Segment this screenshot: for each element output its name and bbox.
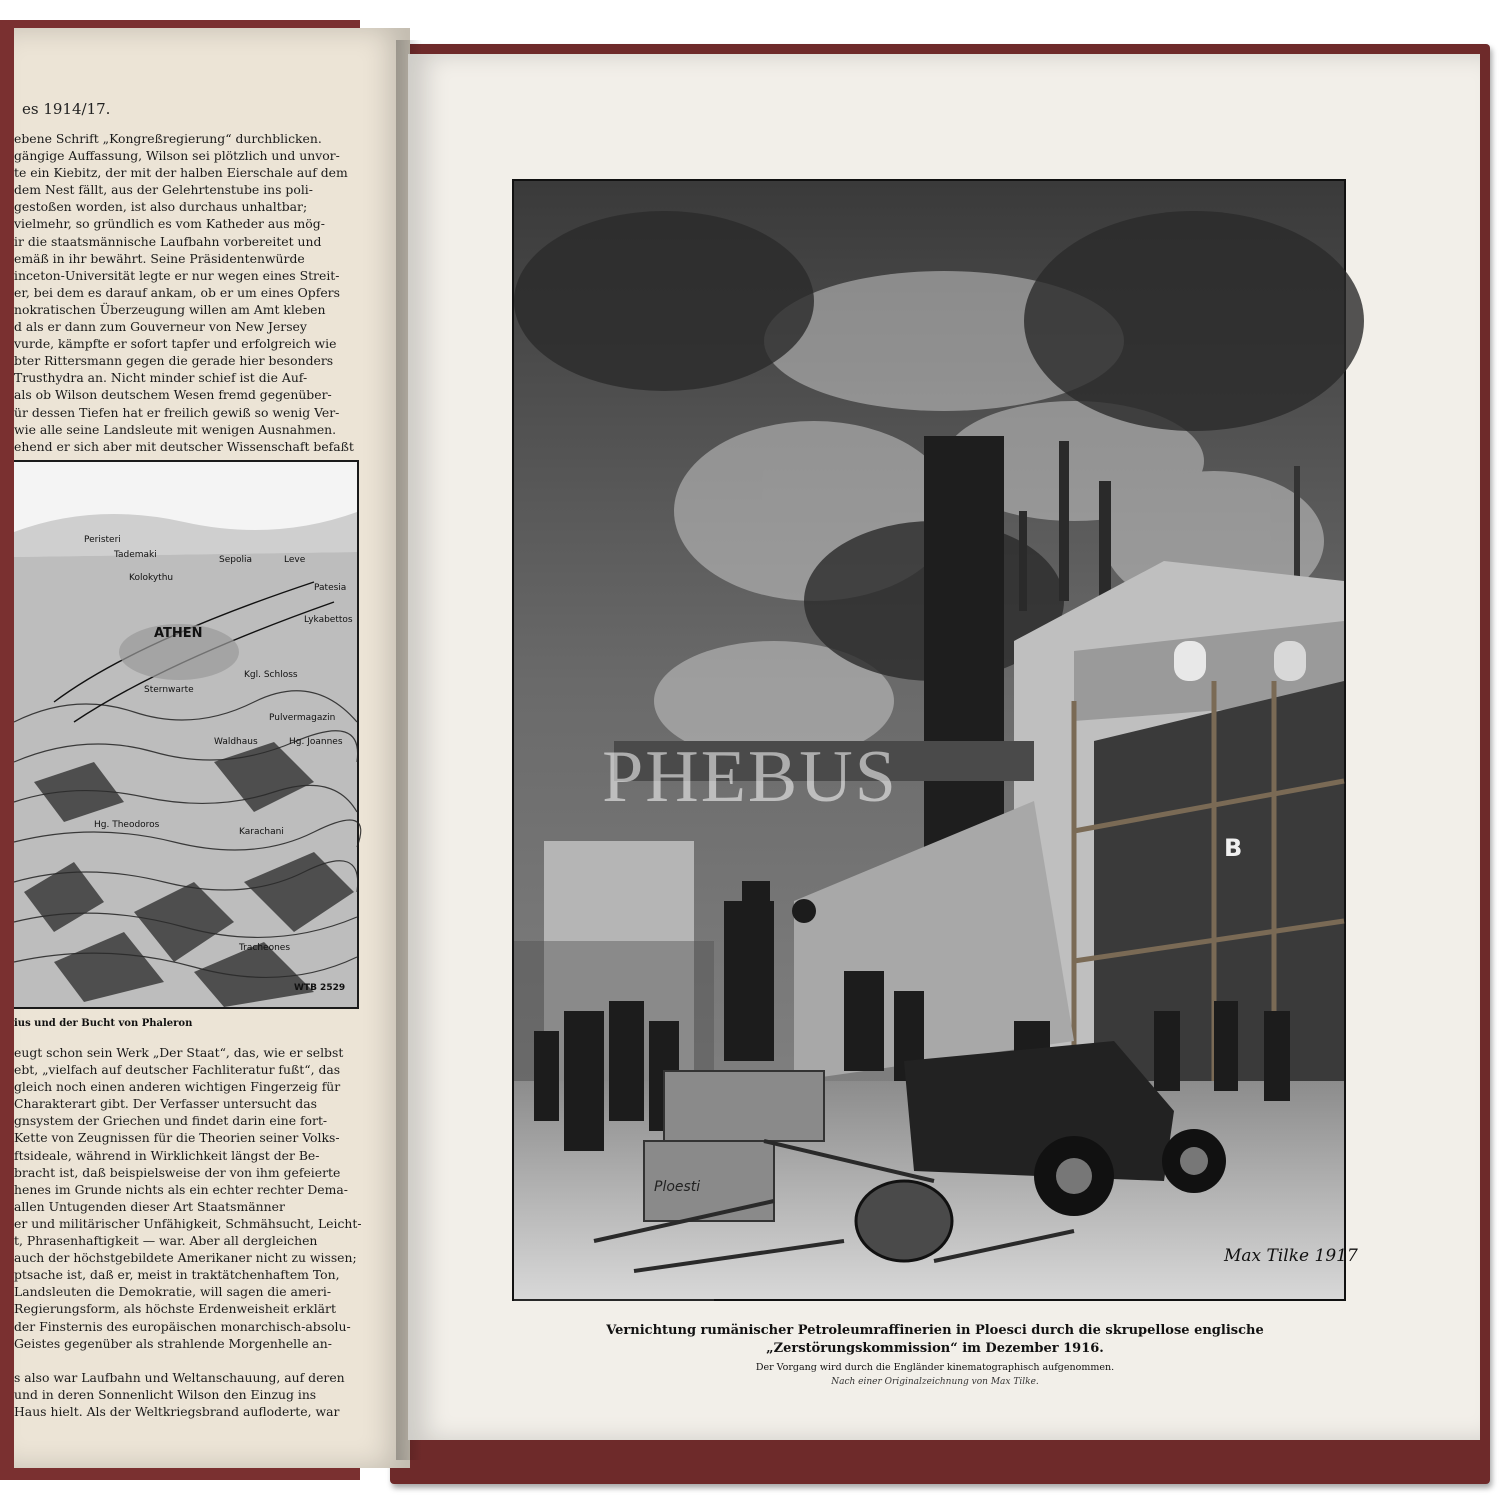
text-line: te ein Kiebitz, der mit der halben Eierschale auf dem <box>14 165 348 181</box>
text-line: Kette von Zeugnissen für die Theorien seiner Volks- <box>14 1130 340 1146</box>
map-label-athen: ATHEN <box>154 626 203 641</box>
map-label-sepolia: Sepolia <box>219 555 252 565</box>
map-label-patesia: Patesia <box>314 583 347 593</box>
text-line: auch der höchstgebildete Amerikaner nicht zu wissen; <box>14 1250 357 1266</box>
map-label-schloss: Kgl. Schloss <box>244 670 298 680</box>
text-line: gleich noch einen anderen wichtigen Fingerzeig für <box>14 1079 341 1095</box>
map-label-hg-joannes: Hg. Joannes <box>289 737 343 747</box>
text-line <box>14 1352 359 1369</box>
artist-signature: Max Tilke 1917 <box>1224 1246 1358 1266</box>
text-line: s also war Laufbahn und Weltanschauung, auf deren <box>14 1369 345 1385</box>
text-line: der Finsternis des europäischen monarchisch-absolu- <box>14 1318 351 1334</box>
text-line: Trusthydra an. Nicht minder schief ist die Auf- <box>14 370 308 386</box>
text-line: henes im Grunde nichts als ein echter rechter Dema- <box>14 1181 348 1197</box>
map-label-peristeri: Peristeri <box>84 535 121 545</box>
map-label-tracheones: Tracheones <box>239 943 291 953</box>
caption-main: Vernichtung rumänischer Petroleumraffinerien in Ploesci durch die skrupellose englische „Zerstörungskommission“ im Dezember 1916. <box>606 1323 1264 1356</box>
map-label-code: WTB 2529 <box>294 983 346 993</box>
athens-map-illustration <box>14 460 359 1009</box>
text-line: gängige Auffassung, Wilson sei plötzlich und unvor- <box>14 148 340 164</box>
text-block-upper <box>14 130 359 455</box>
text-line: allen Untugenden dieser Art Staatsmänner <box>14 1198 285 1214</box>
text-line: ehend er sich aber mit deutscher Wissenschaft befaßt <box>14 438 354 454</box>
text-line: t, Phrasenhaftigkeit — war. Aber all dergleichen <box>14 1233 318 1249</box>
map-caption: ius und der Bucht von Phaleron <box>14 1018 193 1029</box>
text-line: dem Nest fällt, aus der Gelehrtenstube ins poli- <box>14 182 313 198</box>
text-line: er, bei dem es darauf ankam, ob er um eines Opfers <box>14 284 340 300</box>
map-label-hg-theodoros: Hg. Theodoros <box>94 820 160 830</box>
text-line: ür dessen Tiefen hat er freilich gewiß so wenig Ver- <box>14 404 340 420</box>
text-line: ptsache ist, daß er, meist in traktätchenhaftem Ton, <box>14 1267 340 1283</box>
text-line: ebene Schrift „Kongreßregierung“ durchblicken. <box>14 131 322 146</box>
text-line: er und militärischer Unfähigkeit, Schmähsucht, Leicht- <box>14 1215 362 1231</box>
text-line: eugt schon sein Werk „Der Staat“, das, wie er selbst <box>14 1045 344 1060</box>
caption-subtitle: Der Vorgang wird durch die Engländer kinematographisch aufgenommen. <box>755 1362 1115 1373</box>
map-label-leve: Leve <box>284 555 306 565</box>
map-label-tademaki: Tademaki <box>114 550 157 560</box>
text-line: ebt, „vielfach auf deutscher Fachliteratur fußt“, das <box>14 1062 341 1078</box>
text-line: ir die staatsmännische Laufbahn vorbereitet und <box>14 233 322 249</box>
running-head: es 1914/17. <box>22 100 111 118</box>
map-label-sternwarte: Sternwarte <box>144 685 194 695</box>
text-line: vurde, kämpfte er sofort tapfer und erfolgreich wie <box>14 336 337 352</box>
text-line: Geistes gegenüber als strahlende Morgenhelle an- <box>14 1335 332 1351</box>
text-line: wie alle seine Landsleute mit wenigen Ausnahmen. <box>14 421 337 437</box>
text-line: als ob Wilson deutschem Wesen fremd gegenüber- <box>14 387 332 403</box>
map-label-lykabettos: Lykabettos <box>304 615 353 625</box>
plate-caption <box>520 1322 1350 1387</box>
text-line: Landsleuten die Demokratie, will sagen die ameri- <box>14 1284 332 1300</box>
map-label-pulvermagazin: Pulvermagazin <box>269 713 336 723</box>
text-line: ftsideale, während in Wirklichkeit längst der Be- <box>14 1147 320 1163</box>
text-line: nokratischen Überzeugung willen am Amt kleben <box>14 301 326 317</box>
caption-credit: Nach einer Originalzeichnung von Max Tilke. <box>831 1377 1039 1387</box>
text-line: Haus hielt. Als der Weltkriegsbrand aufloderte, war <box>14 1403 340 1419</box>
text-line: gestoßen worden, ist also durchaus unhaltbar; <box>14 199 308 215</box>
text-line: Regierungsform, als höchste Erdenweisheit erklärt <box>14 1301 336 1317</box>
text-line: gnsystem der Griechen und findet darin eine fort- <box>14 1113 328 1129</box>
text-line: bracht ist, daß beispielsweise der von ihm gefeierte <box>14 1164 341 1180</box>
box-label: Ploesti <box>654 1179 701 1195</box>
text-line: emäß in ihr bewährt. Seine Präsidentenwürde <box>14 250 305 266</box>
map-label-karachani: Karachani <box>239 827 284 837</box>
map-label-waldhaus: Waldhaus <box>214 737 258 747</box>
text-line: d als er dann zum Gouverneur von New Jersey <box>14 319 307 335</box>
text-line: Charakterart gibt. Der Verfasser untersucht das <box>14 1096 317 1112</box>
text-block-lower <box>14 1044 362 1420</box>
wall-letter: B <box>1224 834 1243 862</box>
text-line: inceton-Universität legte er nur wegen eines Streit- <box>14 267 340 283</box>
text-line: vielmehr, so gründlich es vom Katheder aus mög- <box>14 216 325 232</box>
watermark-phebus: PHEBUS <box>602 736 898 818</box>
text-line: bter Rittersmann gegen die gerade hier besonders <box>14 353 334 369</box>
text-line: und in deren Sonnenlicht Wilson den Einzug ins <box>14 1386 317 1402</box>
map-label-kolokythu: Kolokythu <box>129 573 174 583</box>
